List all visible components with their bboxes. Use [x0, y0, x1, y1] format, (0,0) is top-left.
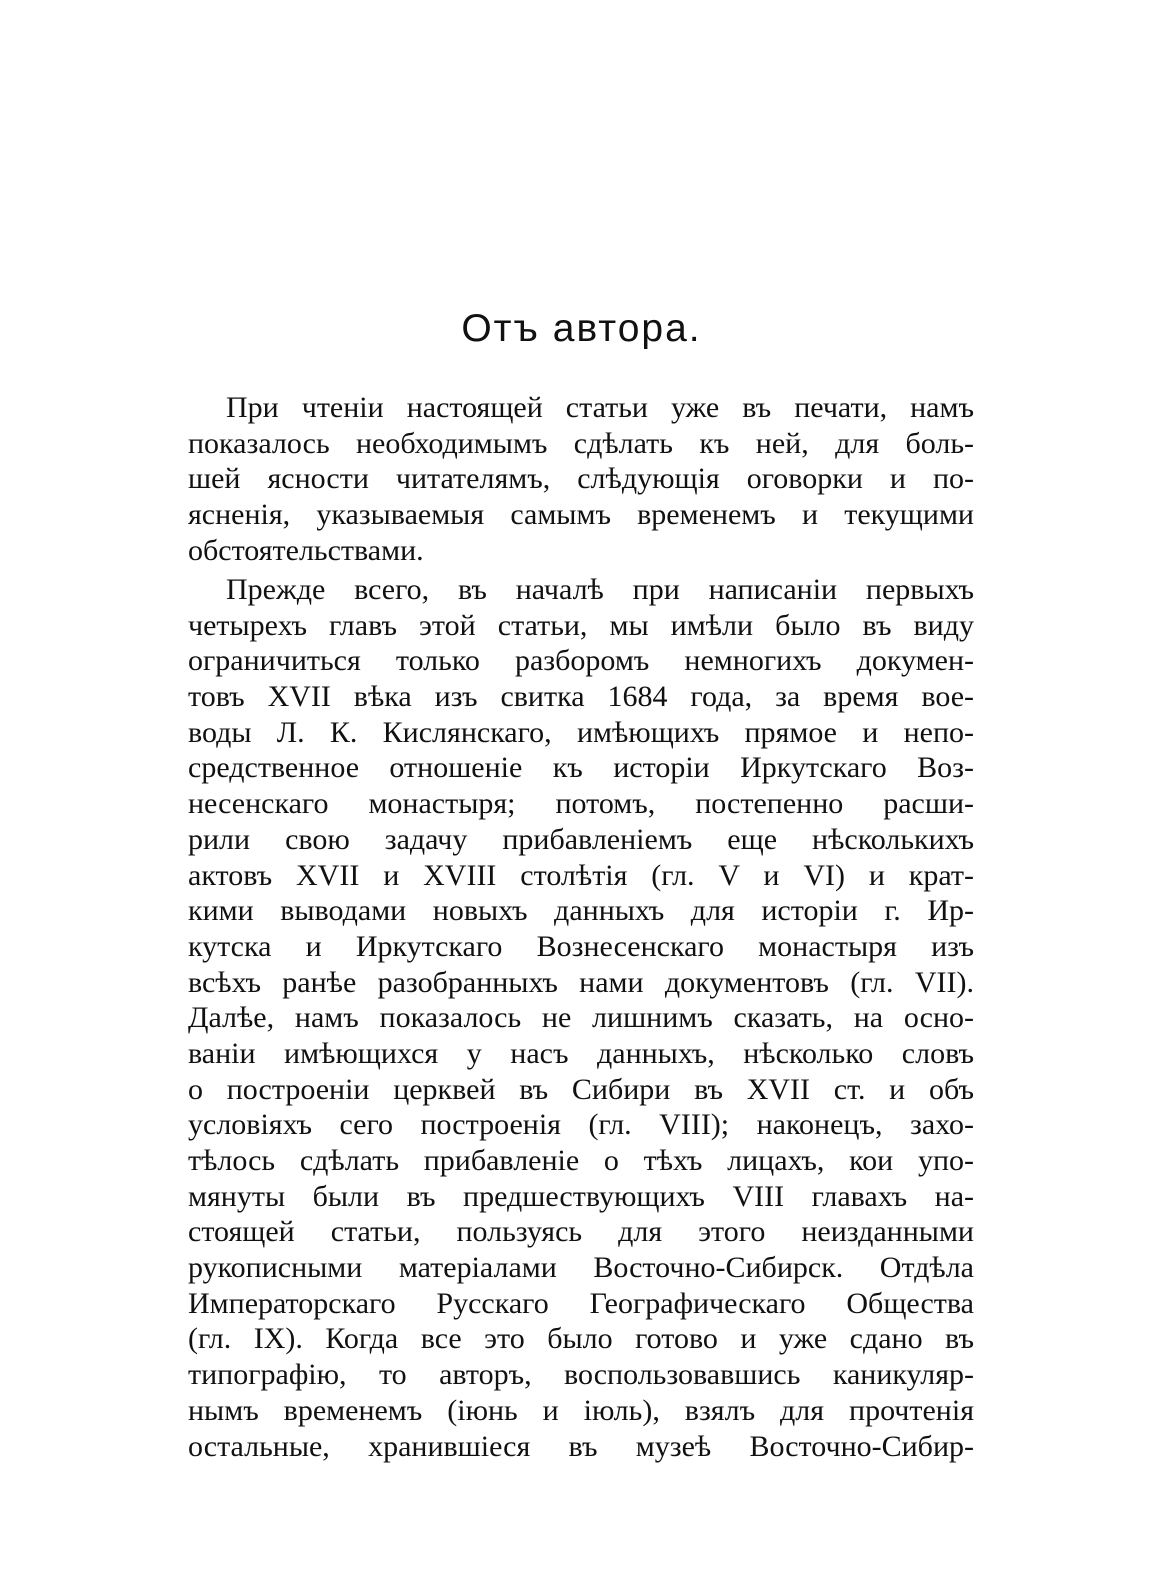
paragraph-1	[188, 390, 974, 568]
text-line: четырехъ главъ этой статьи, мы имѣли было въ виду	[188, 608, 974, 642]
text-line: кутска и Иркутскаго Вознесенскаго монастыря изъ	[188, 929, 974, 963]
text-line: ограничиться только разборомъ немногихъ докумен-	[188, 644, 974, 678]
text-line: ясненія, указываемыя самымъ временемъ и текущими	[188, 498, 974, 532]
text-line: шей ясности читателямъ, слѣдующія оговорки и по-	[188, 462, 974, 496]
text-line: всѣхъ ранѣе разобранныхъ нами документовъ (гл. VII).	[188, 965, 974, 999]
text-line: типографію, то авторъ, воспользовавшись каникуляр-	[188, 1358, 974, 1392]
text-line: о построеніи церквей въ Сибири въ XVII ст. и объ	[188, 1072, 974, 1106]
text-line: показалось необходимымъ сдѣлать къ ней, для боль-	[188, 426, 974, 460]
text-line: стоящей статьи, пользуясь для этого неизданными	[188, 1215, 974, 1249]
text-line: кими выводами новыхъ данныхъ для исторіи г. Ир-	[188, 894, 974, 928]
text-line: рили свою задачу прибавленіемъ еще нѣсколькихъ	[188, 822, 974, 856]
text-line: (гл. IX). Когда все это было готово и уже сдано въ	[188, 1322, 974, 1356]
paragraph-2	[188, 572, 974, 1464]
text-line: нымъ временемъ (іюнь и іюль), взялъ для прочтенія	[188, 1393, 974, 1427]
text-line: остальные, хранившіеся въ музеѣ Восточно-Сибир-	[188, 1429, 974, 1463]
text-line: товъ XVII вѣка изъ свитка 1684 года, за время вое-	[188, 680, 974, 714]
text-line: ваніи имѣющихся у насъ данныхъ, нѣсколько словъ	[188, 1036, 974, 1070]
text-line: условіяхъ сего построенія (гл. VIII); наконецъ, захо-	[188, 1108, 974, 1142]
text-line: рукописными матеріалами Восточно-Сибирск. Отдѣла	[188, 1251, 974, 1285]
text-line: обстоятельствами.	[188, 533, 424, 567]
text-line: При чтеніи настоящей статьи уже въ печати, намъ	[226, 391, 974, 424]
text-line: тѣлось сдѣлать прибавленіе о тѣхъ лицахъ, кои упо-	[188, 1144, 974, 1177]
text-line: Далѣе, намъ показалось не лишнимъ сказать, на осно-	[188, 1001, 974, 1035]
text-line: мянуты были въ предшествующихъ VIII главахъ на-	[188, 1179, 974, 1213]
page-title: Отъ автора.	[461, 307, 702, 350]
text-line: Императорскаго Русскаго Географическаго Общества	[188, 1286, 974, 1320]
text-line: воды Л. К. Кислянскаго, имѣющихъ прямое и непо-	[188, 715, 974, 749]
text-line: Прежде всего, въ началѣ при написаніи первыхъ	[226, 573, 974, 606]
text-line: средственное отношеніе къ исторіи Иркутскаго Воз-	[188, 751, 974, 785]
text-line: актовъ XVII и XVIII столѣтія (гл. V и VI) и крат-	[188, 858, 974, 892]
text-line: несенскаго монастыря; потомъ, постепенно расши-	[188, 787, 974, 821]
